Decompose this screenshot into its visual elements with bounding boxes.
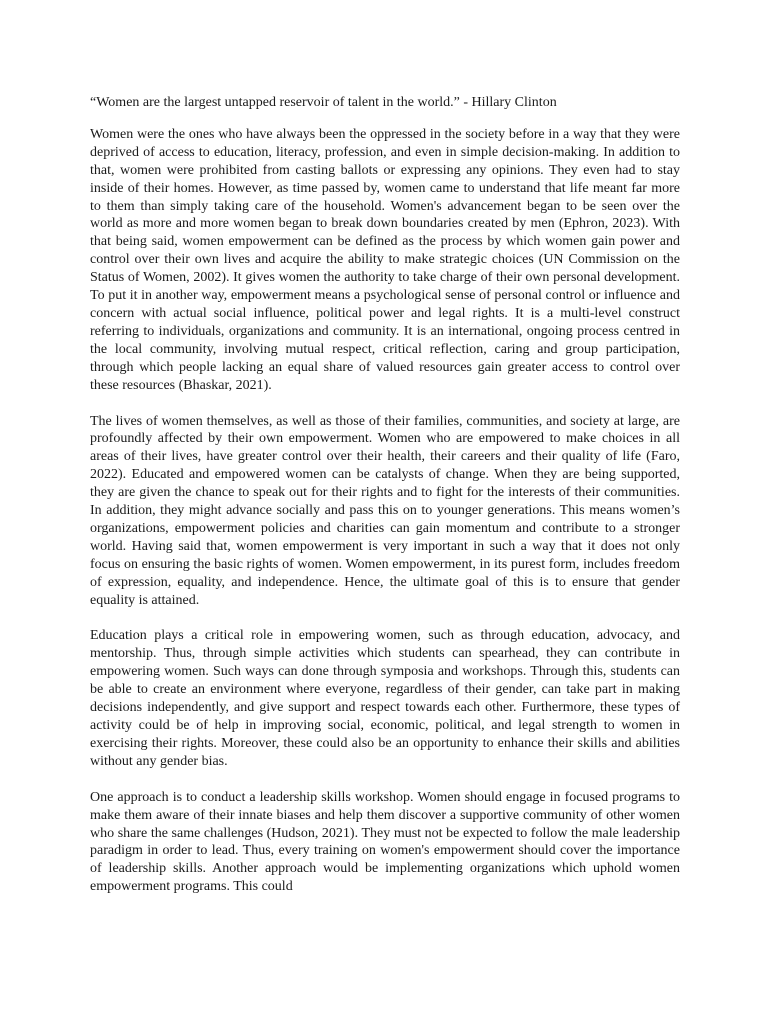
- paragraph-definition: Women were the ones who have always been the oppressed in the society before in a way that they were deprived of access to education, literacy, profession, and even in simple decision-making. In addition to that, women were prohibited from casting ballots or expressing any opinions. They even had to stay inside of their homes. However, as time passed by, women came to understand that life meant far more to them than simply taking care of the household. Women's advancement began to be seen over the world as more and more women began to break down boundaries created by men (Ephron, 2023). With that being said, women empowerment can be defined as the process by which women gain power and control over their own lives and acquire the ability to make strategic choices (UN Commission on the Status of Women, 2002). It gives women the authority to take charge of their own personal development. To put it in another way, empowerment means a psychological sense of personal control or influence and concern with actual social influence, political power and legal rights. It is a multi-level construct referring to individuals, organizations and community. It is an international, ongoing process centred in the local community, involving mutual respect, critical reflection, caring and group participation, through which people lacking an equal share of valued resources gain greater access to control over these resources (Bhaskar, 2021).: [90, 126, 680, 393]
- paragraph-education: Education plays a critical role in empowering women, such as through education, advocacy, and mentorship. Thus, through simple activities which students can spearhead, they can contribute in empowering women. Such ways can done through symposia and workshops. Through this, students can be able to create an environment where everyone, regardless of their gender, can take part in making decisions independently, and give support and respect towards each other. Furthermore, these types of activity could be of help in improving social, economic, political, and legal strength to women in exercising their rights. Moreover, these could also be an opportunity to enhance their skills and abilities without any gender bias.: [90, 628, 680, 769]
- paragraph-leadership: One approach is to conduct a leadership skills workshop. Women should engage in focused programs to make them aware of their innate biases and help them discover a supportive community of other women who share the same challenges (Hudson, 2021). They must not be expected to follow the male leadership paradigm in order to lead. Thus, every training on women's empowerment should cover the importance of leadership skills. Another approach would be implementing organizations which uphold women empowerment programs. This could: [90, 789, 680, 895]
- opening-quote: “Women are the largest untapped reservoir of talent in the world.” - Hillary Clinton: [90, 95, 557, 110]
- paragraph-impact: The lives of women themselves, as well as those of their families, communities, and society at large, are profoundly affected by their own empowerment. Women who are empowered to make choices in all areas of their lives, have greater control over their health, their careers and their quality of life (Faro, 2022). Educated and empowered women can be catalysts of change. When they are being supported, they are given the chance to speak out for their rights and to fight for the interests of their communities. In addition, they might advance socially and pass this on to younger generations. This means women’s organizations, empowerment policies and charities can gain momentum and contribute to a stronger world. Having said that, women empowerment is very important in such a way that it does not only focus on ensuring the basic rights of women. Women empowerment, in its purest form, includes freedom of expression, equality, and independence. Hence, the ultimate goal of this is to ensure that gender equality is attained.: [90, 413, 680, 608]
